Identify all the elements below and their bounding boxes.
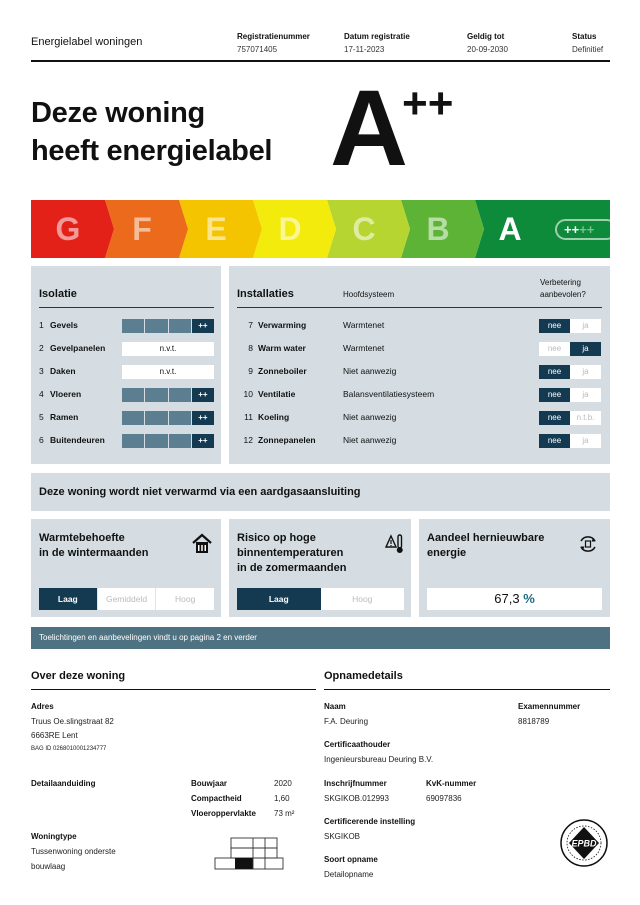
improvement-header — [540, 277, 586, 301]
row-number: 1 — [39, 320, 44, 330]
main-system-value: Warmtenet — [343, 343, 385, 353]
isolatie-row — [39, 341, 105, 356]
info-banner: Toelichtingen en aanbevelingen vindt u op pagina 2 en verder — [31, 627, 610, 649]
registration-no-value: SKGIKOB.012993 — [324, 794, 389, 803]
insulation-level-step — [145, 319, 167, 333]
row-number: 10 — [243, 389, 253, 399]
headline — [31, 94, 272, 170]
insulation-level-step — [145, 388, 167, 402]
epbd-logo-text: EPBD — [571, 838, 597, 849]
house-type-line-2: bouwlaag — [31, 862, 66, 871]
certificate-holder-value: Ingenieursbureau Deuring B.V. — [324, 755, 434, 764]
main-system-header: Hoofdsysteem — [343, 290, 395, 299]
insulation-level-bar — [122, 411, 214, 425]
recording-type-value: Detailopname — [324, 870, 374, 879]
toggle-option-nee: nee — [539, 411, 570, 425]
gas-connection-notice: Deze woning wordt niet verwarmd via een aardgasaansluiting — [31, 473, 610, 511]
insulation-level-value: ++ — [192, 319, 214, 333]
headline-line-1: Deze woning — [31, 97, 205, 129]
installatie-row — [237, 341, 306, 356]
renewable-share-value-box — [427, 588, 602, 610]
row-number: 8 — [248, 343, 253, 353]
insulation-level-step — [169, 434, 191, 448]
status-block — [572, 30, 603, 56]
isolatie-panel — [31, 266, 221, 464]
main-system-value: Niet aanwezig — [343, 412, 397, 422]
overheating-risk-title — [237, 531, 346, 576]
epbd-logo — [559, 818, 609, 868]
certifying-body-label: Certificerende instelling — [324, 817, 416, 826]
insulation-level-step — [122, 319, 144, 333]
toggle-option-ja: ja — [570, 434, 601, 448]
row-label: Ventilatie — [258, 389, 296, 399]
installatie-row — [237, 410, 289, 425]
assessor-name-label: Naam — [324, 702, 346, 711]
row-number: 11 — [244, 412, 253, 422]
isolatie-title: Isolatie — [39, 288, 77, 300]
installatie-row — [237, 364, 307, 379]
insulation-level-bar — [122, 434, 214, 448]
insulation-level-step — [122, 434, 144, 448]
insulation-level-step — [169, 388, 191, 402]
certificate-holder-label: Certificaathouder — [324, 740, 391, 749]
insulation-level-bar — [122, 319, 214, 333]
house-type-label: Woningtype — [31, 832, 77, 841]
date-value: 17-11-2023 — [344, 45, 385, 54]
kvk-value: 69097836 — [426, 794, 462, 803]
main-system-value: Niet aanwezig — [343, 435, 397, 445]
row-number: 2 — [39, 343, 44, 353]
active-label-pointer — [574, 191, 592, 200]
valid-value: 20-09-2030 — [467, 45, 508, 54]
date-label: Datum registratie — [344, 32, 410, 41]
heat-option-gemiddeld: Gemiddeld — [97, 588, 156, 610]
renew-title-line-1: Aandeel hernieuwbare — [427, 532, 545, 544]
status-label: Status — [572, 32, 597, 41]
toggle-option-nee: nee — [539, 365, 570, 379]
toggle-option-nee: nee — [539, 342, 570, 356]
address-label: Adres — [31, 702, 54, 711]
toggle-option-ja: ja — [570, 319, 601, 333]
heat-title-line-1: Warmtebehoefte — [39, 532, 125, 544]
toggle-option-nee: nee — [539, 319, 570, 333]
scale-letter-d: D — [278, 210, 302, 247]
improvement-toggle — [539, 434, 601, 448]
isolatie-row — [39, 364, 76, 379]
address-line-2: 6663RE Lent — [31, 731, 78, 740]
improvement-toggle — [539, 388, 601, 402]
insulation-level-bar — [122, 388, 214, 402]
main-system-value: Niet aanwezig — [343, 366, 397, 376]
insulation-level-step — [122, 388, 144, 402]
insulation-level-step — [145, 434, 167, 448]
registration-date-block — [344, 30, 410, 56]
scale-letter-g: G — [55, 210, 81, 247]
header-divider — [31, 60, 610, 62]
energy-label-plus: ++ — [402, 79, 454, 128]
energy-label-letter: A — [330, 67, 405, 188]
row-label: Vloeren — [50, 389, 82, 399]
renewable-share-title — [427, 531, 544, 561]
about-home-title: Over deze woning — [31, 670, 126, 682]
insulation-level-value: ++ — [192, 411, 214, 425]
isolatie-divider — [39, 307, 214, 308]
improvement-header-line-1: Verbetering — [540, 278, 581, 287]
headline-line-2: heeft energielabel — [31, 135, 273, 167]
renewable-cycle-icon — [577, 533, 599, 555]
risk-title-line-1: Risico op hoge — [237, 532, 316, 544]
house-heat-icon — [191, 533, 213, 555]
building-section-icon — [213, 834, 285, 872]
pill-active-plus: ++ — [564, 222, 580, 237]
insulation-level-value: ++ — [192, 434, 214, 448]
assessor-name-value: F.A. Deuring — [324, 717, 369, 726]
row-label: Buitendeuren — [50, 435, 105, 445]
pill-inactive-plus: ++ — [579, 222, 595, 237]
risk-title-line-3: in de zomermaanden — [237, 562, 347, 574]
scale-letter-b: B — [426, 210, 450, 247]
document-title: Energielabel woningen — [31, 36, 143, 48]
insulation-level-value: ++ — [192, 388, 214, 402]
isolatie-row — [39, 410, 78, 425]
improvement-toggle — [539, 411, 601, 425]
insulation-level-step — [169, 411, 191, 425]
bag-id: BAG ID 0268010001234777 — [31, 746, 107, 752]
row-label: Daken — [50, 366, 76, 376]
row-number: 9 — [248, 366, 253, 376]
row-label: Verwarming — [258, 320, 307, 330]
row-label: Warm water — [258, 343, 306, 353]
installaties-title: Installaties — [237, 288, 294, 300]
heat-demand-tile — [31, 519, 221, 617]
toggle-option-ja: n.t.b. — [570, 411, 601, 425]
exam-number-value: 8818789 — [518, 717, 550, 726]
renew-title-line-2: energie — [427, 547, 467, 559]
row-number: 4 — [39, 389, 44, 399]
insulation-level-step — [122, 411, 144, 425]
registration-value: 757071405 — [237, 45, 278, 54]
heat-demand-title — [39, 531, 148, 561]
heat-title-line-2: in de wintermaanden — [39, 547, 149, 559]
insulation-level-step — [169, 319, 191, 333]
isolatie-row — [39, 318, 78, 333]
risk-option-hoog: Hoog — [321, 588, 405, 610]
status-value: Definitief — [572, 45, 604, 54]
floor-area-value: 73 m² — [274, 809, 295, 818]
heat-option-laag: Laag — [39, 588, 97, 610]
building-detail-label: Detailaanduiding — [31, 779, 96, 788]
row-label: Gevelpanelen — [50, 343, 106, 353]
registration-label: Registratienummer — [237, 32, 310, 41]
toggle-option-ja: ja — [570, 365, 601, 379]
build-year-value: 2020 — [274, 779, 292, 788]
house-type-line-1: Tussenwoning onderste — [31, 847, 116, 856]
toggle-option-ja: ja — [570, 342, 601, 356]
overheating-risk-tile — [229, 519, 411, 617]
installaties-divider — [237, 307, 602, 308]
row-label: Gevels — [50, 320, 78, 330]
row-number: 7 — [248, 320, 253, 330]
registration-no-label: Inschrijfnummer — [324, 779, 387, 788]
build-year-label: Bouwjaar — [191, 779, 228, 788]
scale-letter-e: E — [205, 210, 227, 247]
installatie-row — [237, 433, 316, 448]
recording-details-title: Opnamedetails — [324, 670, 403, 682]
about-home-divider — [31, 689, 316, 690]
heat-demand-scale — [39, 588, 214, 610]
main-system-value: Balansventilatiesysteem — [343, 389, 435, 399]
installaties-panel — [229, 266, 610, 464]
warning-thermometer-icon — [385, 533, 405, 555]
exam-number-label: Examennummer — [518, 702, 581, 711]
scale-letter-c: C — [352, 210, 376, 247]
kvk-label: KvK-nummer — [426, 779, 477, 788]
heat-option-hoog: Hoog — [155, 588, 214, 610]
risk-title-line-2: binnentemperaturen — [237, 547, 344, 559]
certifying-body-value: SKGIKOB — [324, 832, 361, 841]
compactness-label: Compactheid — [191, 794, 242, 803]
installatie-row — [237, 318, 306, 333]
overheating-risk-scale — [237, 588, 404, 610]
not-applicable-box: n.v.t. — [122, 365, 214, 379]
improvement-toggle — [539, 365, 601, 379]
row-number: 12 — [243, 435, 253, 445]
row-label: Zonnepanelen — [258, 435, 316, 445]
row-label: Ramen — [50, 412, 79, 422]
scale-letter-f: F — [132, 210, 152, 247]
isolatie-row — [39, 433, 105, 448]
improvement-toggle — [539, 342, 601, 356]
address-line-1: Truus Oe.slingstraat 82 — [31, 717, 114, 726]
registration-number-block — [237, 30, 310, 56]
insulation-level-step — [145, 411, 167, 425]
renewable-share-unit: % — [523, 591, 535, 606]
main-system-value: Warmtenet — [343, 320, 385, 330]
floor-area-label: Vloeroppervlakte — [191, 809, 256, 818]
improvement-toggle — [539, 319, 601, 333]
recording-details-divider — [324, 689, 610, 690]
isolatie-row — [39, 387, 81, 402]
row-label: Zonneboiler — [258, 366, 307, 376]
row-number: 5 — [39, 412, 44, 422]
row-label: Koeling — [258, 412, 290, 422]
renewable-share-tile — [419, 519, 610, 617]
installatie-row — [237, 387, 295, 402]
plus-indicator-pill — [555, 219, 617, 240]
valid-label: Geldig tot — [467, 32, 505, 41]
not-applicable-box: n.v.t. — [122, 342, 214, 356]
row-number: 6 — [39, 435, 44, 445]
toggle-option-nee: nee — [539, 388, 570, 402]
toggle-option-nee: nee — [539, 434, 570, 448]
row-number: 3 — [39, 366, 44, 376]
risk-option-laag: Laag — [237, 588, 321, 610]
toggle-option-ja: ja — [570, 388, 601, 402]
renewable-share-value: 67,3 — [494, 591, 520, 606]
recording-type-label: Soort opname — [324, 855, 378, 864]
valid-until-block — [467, 30, 508, 56]
compactness-value: 1,60 — [274, 794, 290, 803]
energy-scale — [31, 200, 610, 258]
improvement-header-line-2: aanbevolen? — [540, 290, 586, 299]
scale-letter-a: A — [498, 210, 522, 247]
